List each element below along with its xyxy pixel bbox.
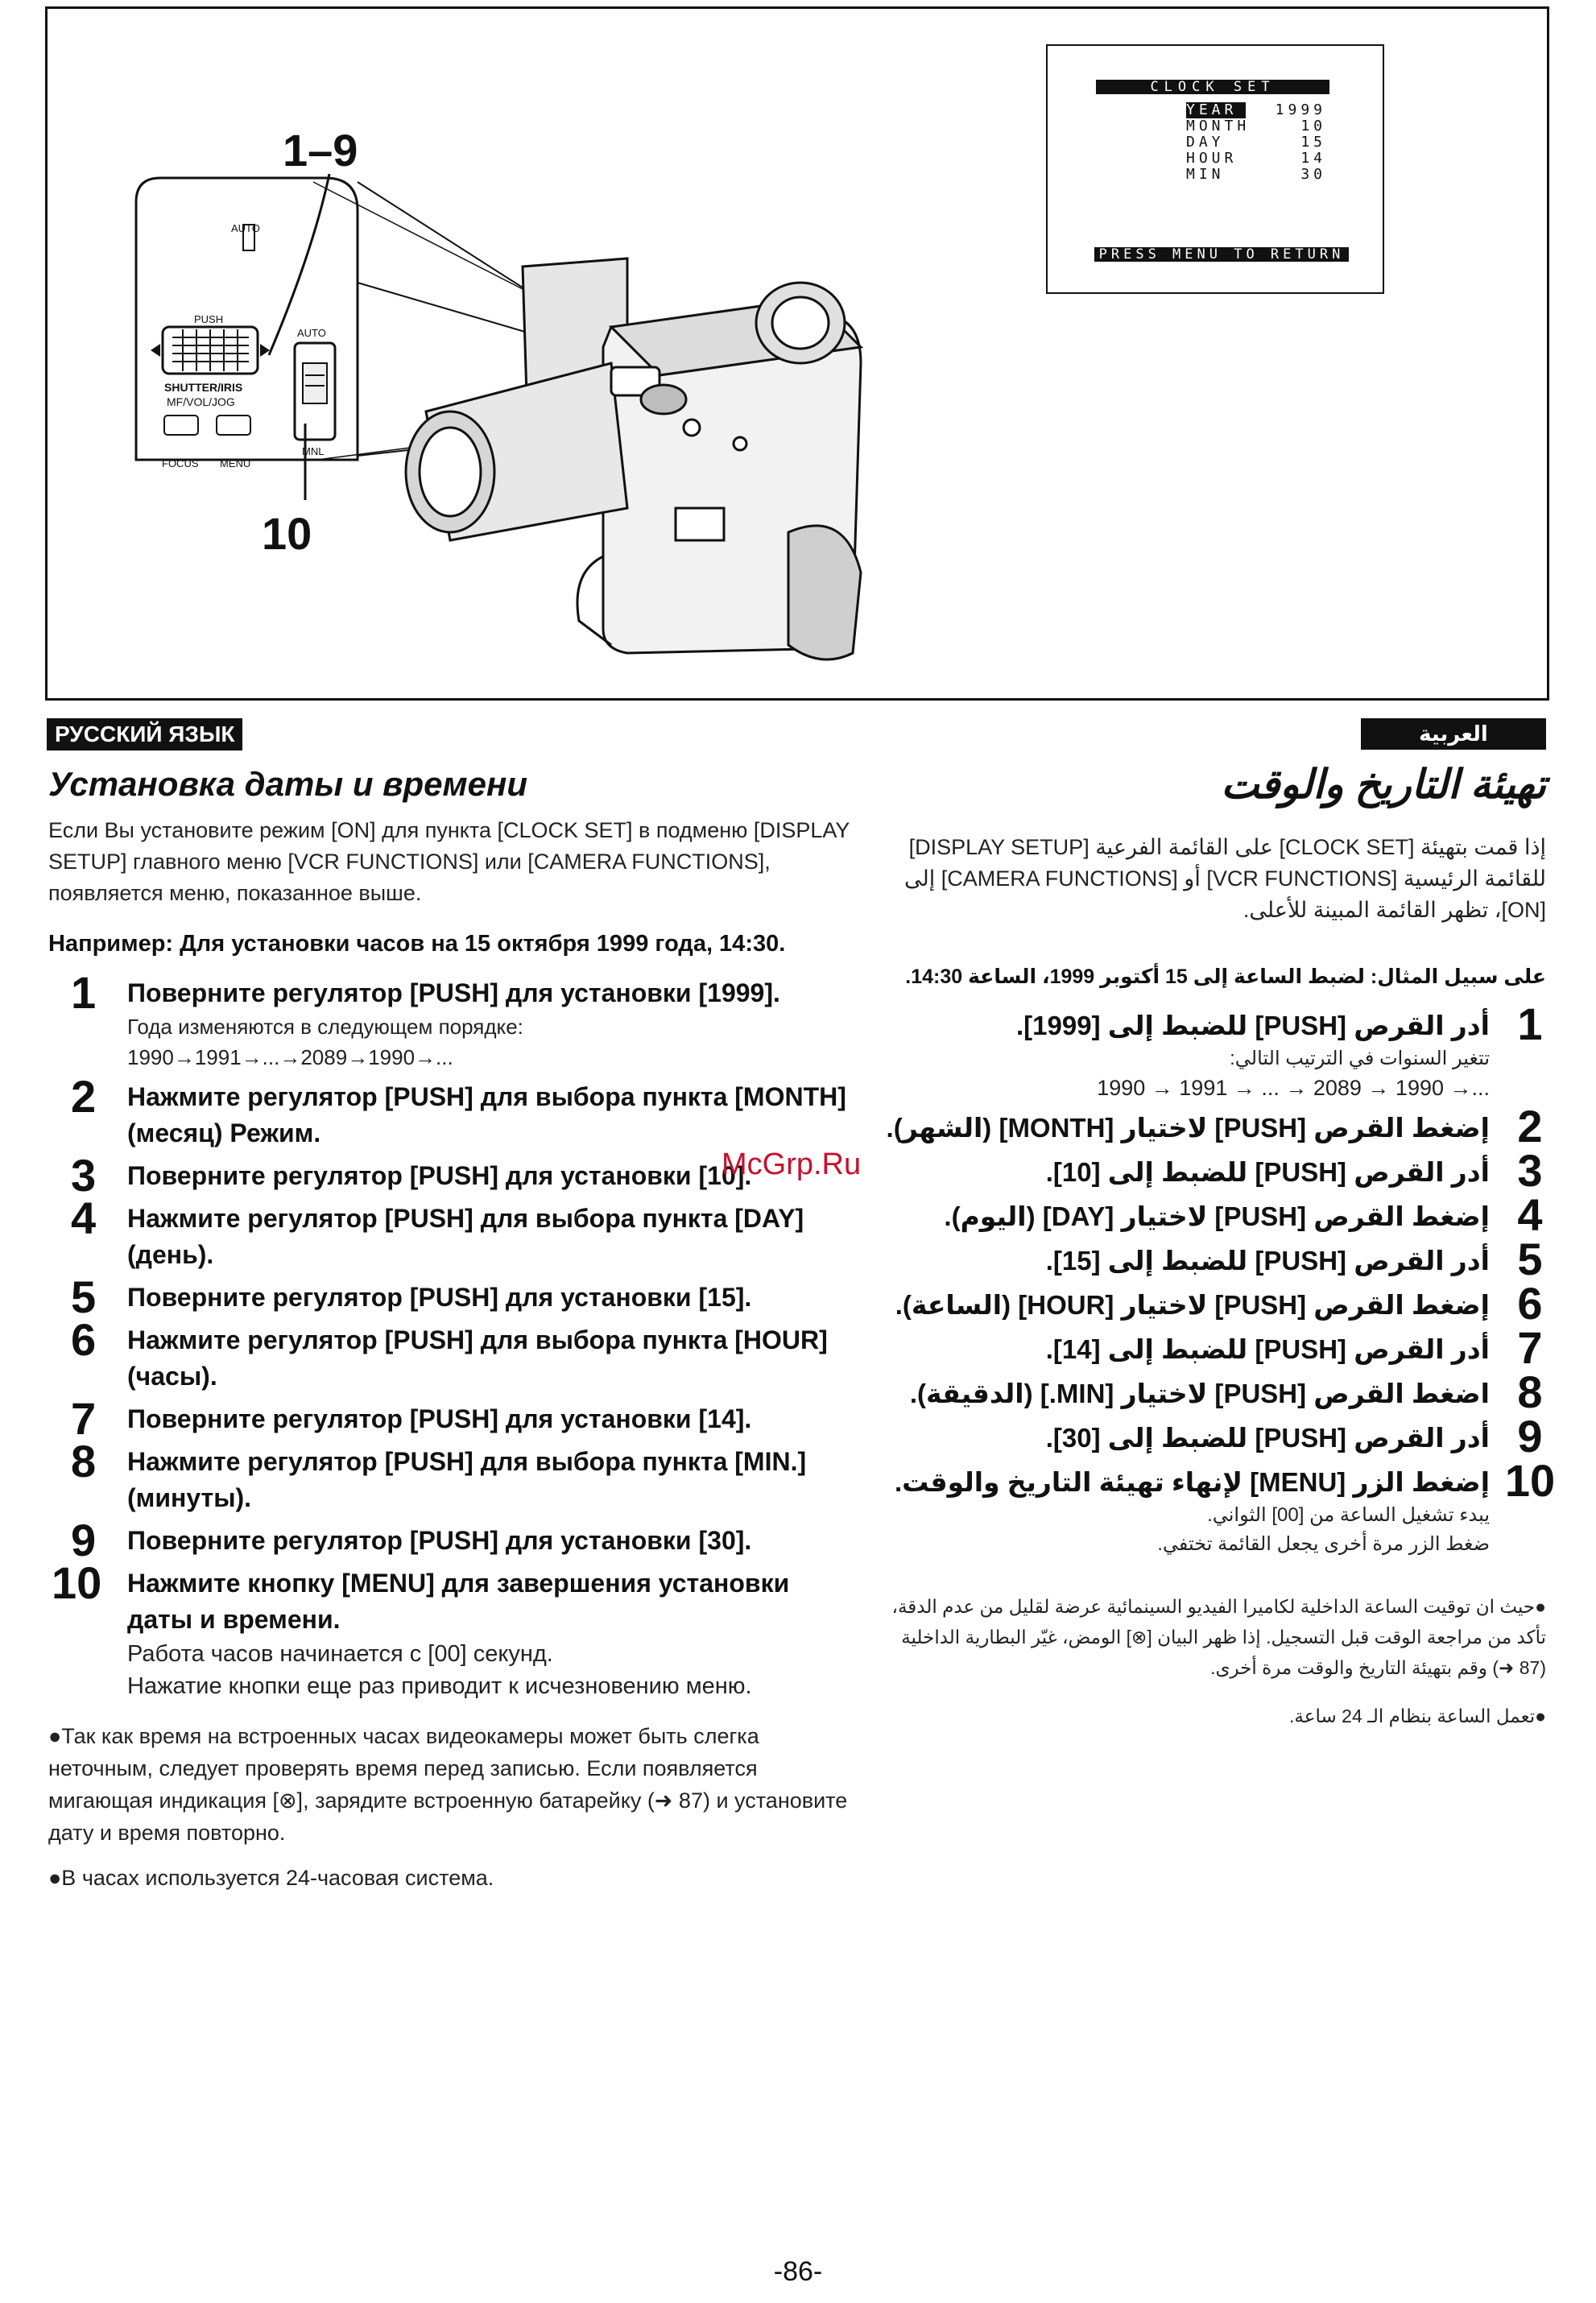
step-text: Нажмите регулятор [PUSH] для выбора пункта [DAY] (день). (127, 1204, 804, 1269)
step-text: أدر القرص [PUSH] للضبط إلى [1999]. (1016, 1011, 1490, 1040)
step-note: Работа часов начинается с [00] секунд. (127, 1641, 553, 1667)
note-bullet-24h: ●تعمل الساعة بنظام الـ 24 ساعة. (1289, 1706, 1546, 1726)
step-number: 8 (1517, 1367, 1543, 1417)
language-badge-ru: РУССКИЙ ЯЗЫК (47, 718, 242, 750)
language-badge-ar: العربية (1361, 718, 1546, 750)
step-text: Нажмите кнопку [MENU] для завершения установки даты и времени. (127, 1569, 790, 1634)
step-number: 2 (71, 1071, 97, 1122)
illustration-frame (45, 6, 1549, 701)
step-number: 3 (71, 1150, 97, 1201)
focus-button-icon (164, 416, 198, 435)
note-bullet-clock-accuracy: ●Так как время на встроенных часах видеокамеры может быть слегка неточным, следует проверять время перед записью. Если появляется мигающая индикация [⊗], зарядите встроенную батарейку (➜ 87) и установите дату и время повторно. (48, 1724, 848, 1845)
step-text: إضغط الزر [MENU] لإنهاء تهيئة التاريخ والوقت. (894, 1467, 1490, 1497)
panel-label-mnl: MNL (302, 445, 325, 457)
step-number: 7 (71, 1393, 97, 1444)
note-bullet-clock-accuracy: ●حيث ان توقيت الساعة الداخلية لكاميرا الفيديو السينمائية عرضة لقليل من عدم الدقة، تأكد من مراجعة الوقت قبل التسجيل. إذا ظهر البيان [⊗] الومض، غيّر البطارية الداخلية (87 ➜) وقم بتهيئة التاريخ والوقت مرة أخرى. (891, 1596, 1546, 1678)
step-text: إضغط القرص [PUSH] لاختيار [MONTH] (الشهر). (886, 1113, 1490, 1143)
step-9 (886, 1411, 1562, 1462)
step-number: 4 (71, 1193, 97, 1243)
step-text: Поверните регулятор [PUSH] для установки [15]. (127, 1283, 752, 1312)
step-number: 9 (71, 1515, 97, 1565)
step-note: Года изменяются в следующем порядке: (127, 1015, 523, 1039)
step-text: Нажмите регулятор [PUSH] для выбора пункта [MONTH] (месяц) Режим. (127, 1082, 846, 1147)
clock-row-hour (1186, 151, 1326, 167)
step-1 (47, 967, 852, 1073)
step-10 (47, 1557, 852, 1702)
step-number: 1 (1517, 999, 1543, 1049)
step-text: Нажмите регулятор [PUSH] для выбора пункта [HOUR] (часы). (127, 1325, 828, 1391)
step-1 (886, 999, 1562, 1102)
example-text-ru: Например: Для установки часов на 15 октября 1999 года, 14:30. (48, 931, 786, 957)
step-6 (886, 1278, 1562, 1329)
clock-row-key: MIN (1186, 166, 1225, 183)
section-title-ar: تهيئة التاريخ والوقت (1221, 762, 1546, 807)
clock-row-key: MONTH (1186, 118, 1251, 134)
clock-row-min (1186, 167, 1326, 183)
step-number: 5 (71, 1271, 97, 1322)
step-text: أدر القرص [PUSH] للضبط إلى [10]. (1045, 1157, 1490, 1187)
panel-label-focus: FOCUS (162, 457, 199, 469)
step-text: Нажмите регулятор [PUSH] для выбора пункта [MIN.] (минуты). (127, 1447, 807, 1512)
note-bullet-24h: ●В часах используется 24-часовая система. (48, 1866, 494, 1890)
step-number: 7 (1517, 1322, 1543, 1373)
step-text: أدر القرص [PUSH] للضبط إلى [15]. (1045, 1246, 1490, 1276)
step-note: 1990 → 1991 → ... → 2089 → 1990 →... (1097, 1076, 1490, 1100)
intro-text-ar: إذا قمت بتهيئة [CLOCK SET] على القائمة الفرعية [DISPLAY SETUP] للقائمة الرئيسية [VCR FUNCTIONS] أو [CAMERA FUNCTIONS] إلى [ON]، تظهر القائمة المبينة للأعلى. (904, 835, 1546, 922)
step-number: 5 (1517, 1234, 1543, 1284)
step-7 (47, 1393, 852, 1444)
step-4 (886, 1189, 1562, 1240)
step-text: Поверните регулятор [PUSH] для установки [1999]. (127, 978, 780, 1007)
step-number: 6 (1517, 1278, 1543, 1329)
callout-steps-1-9: 1–9 (283, 125, 358, 176)
step-7 (886, 1322, 1562, 1373)
clock-row-year (1186, 102, 1326, 118)
panel-label-push: PUSH (194, 313, 224, 325)
step-text: إضغط القرص [PUSH] لاختيار [HOUR] (الساعة). (895, 1290, 1490, 1320)
step-number: 4 (1517, 1189, 1543, 1240)
clock-row-key: HOUR (1186, 150, 1238, 167)
step-number: 9 (1517, 1411, 1543, 1462)
clock-row-key: DAY (1186, 134, 1225, 151)
watermark: McGrp.Ru (722, 1147, 862, 1181)
step-note: تتغير السنوات في الترتيب التالي: (1230, 1048, 1490, 1069)
step-number: 8 (71, 1436, 97, 1486)
example-text-ar: على سبيل المثال: لضبط الساعة إلى 15 أكتوبر 1999، الساعة 14:30. (905, 965, 1546, 988)
intro-text-ru: Если Вы установите режим [ON] для пункта [CLOCK SET] в подменю [DISPLAY SETUP] главного меню [VCR FUNCTIONS] или [CAMERA FUNCTIONS], появляется меню, показанное выше. (48, 818, 850, 905)
step-10 (886, 1455, 1562, 1559)
step-text: اضغط القرص [PUSH] لاختيار [MIN.] (الدقيقة). (909, 1379, 1490, 1408)
clock-row-key: YEAR (1186, 102, 1246, 118)
step-number: 10 (52, 1557, 102, 1608)
panel-label-auto-switch: AUTO (297, 327, 326, 339)
arabic-column (886, 718, 1562, 1749)
step-text: أدر القرص [PUSH] للضبط إلى [14]. (1045, 1334, 1490, 1364)
step-number: 10 (1504, 1455, 1556, 1506)
step-5 (47, 1271, 852, 1322)
step-text: إضغط القرص [PUSH] لاختيار [DAY] (اليوم). (944, 1201, 1490, 1231)
step-text: Поверните регулятор [PUSH] для установки [14]. (127, 1404, 752, 1433)
clock-set-footer: PRESS MENU TO RETURN (1094, 247, 1349, 262)
step-number: 2 (1517, 1101, 1543, 1152)
step-text: Поверните регулятор [PUSH] для установки [10]. (127, 1161, 752, 1190)
step-2 (886, 1101, 1562, 1152)
step-9 (47, 1515, 852, 1565)
step-5 (886, 1234, 1562, 1284)
step-number: 1 (71, 967, 97, 1018)
menu-button-icon (217, 416, 250, 435)
callout-step-10: 10 (262, 508, 312, 559)
clock-row-value: 30 (1300, 166, 1326, 183)
panel-label-mf-vol-jog: MF/VOL/JOG (167, 395, 235, 408)
section-title-ru: Установка даты и времени (48, 765, 527, 803)
step-8 (47, 1436, 852, 1516)
clock-row-value: 15 (1300, 134, 1326, 151)
russian-column (47, 718, 852, 1907)
page-number: -86- (773, 2256, 823, 2287)
panel-label-shutter-iris: SHUTTER/IRIS (164, 381, 243, 394)
step-number: 6 (71, 1314, 97, 1365)
step-number: 3 (1517, 1145, 1543, 1196)
clock-set-screen (1046, 44, 1384, 294)
step-text: Поверните регулятор [PUSH] для установки [30]. (127, 1526, 752, 1555)
step-6 (47, 1314, 852, 1395)
clock-row-day (1186, 134, 1326, 151)
panel-label-auto: AUTO (231, 222, 260, 234)
step-note: ضغط الزر مرة أخرى يجعل القائمة تختفي. (1157, 1533, 1490, 1555)
clock-row-month (1186, 118, 1326, 134)
step-8 (886, 1367, 1562, 1417)
panel-label-menu: MENU (220, 457, 251, 469)
step-2 (47, 1071, 852, 1152)
camcorder-body (406, 258, 861, 659)
step-3 (886, 1145, 1562, 1196)
step-note: Нажатие кнопки еще раз приводит к исчезновению меню. (127, 1673, 752, 1699)
step-note: يبدء تشغيل الساعة من [00] الثواني. (1207, 1504, 1490, 1526)
clock-row-value: 1999 (1275, 101, 1326, 118)
clock-row-value: 10 (1300, 118, 1326, 134)
clock-row-value: 14 (1300, 150, 1326, 167)
step-text: أدر القرص [PUSH] للضبط إلى [30]. (1045, 1423, 1490, 1453)
step-4 (47, 1193, 852, 1273)
step-note: 1990→1991→...→2089→1990→... (127, 1045, 453, 1069)
clock-set-header: CLOCK SET (1096, 80, 1329, 94)
